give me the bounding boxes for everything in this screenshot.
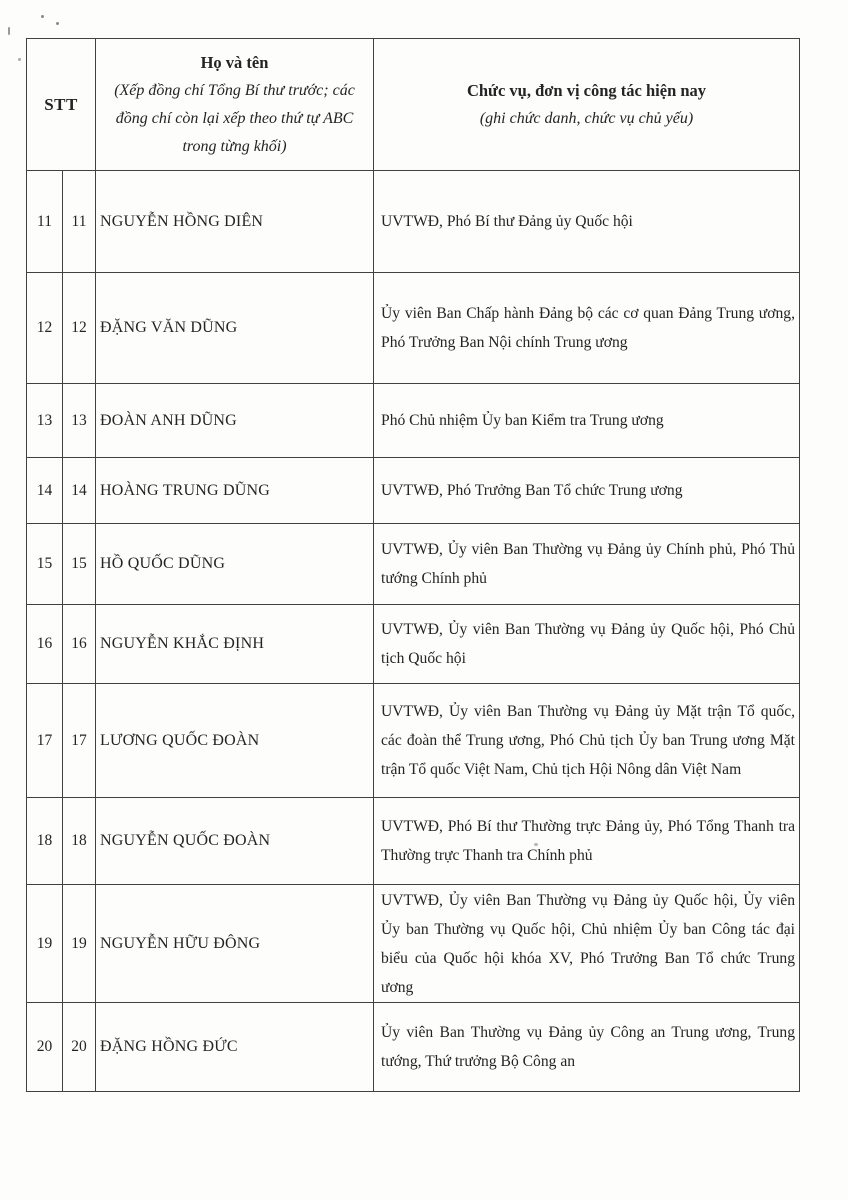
stt-cell-2: 14 — [63, 458, 96, 524]
name-cell: NGUYỄN KHẮC ĐỊNH — [96, 605, 374, 684]
name-cell: ĐẶNG HỒNG ĐỨC — [96, 1003, 374, 1092]
table-row — [27, 605, 800, 684]
name-cell: NGUYỄN HỮU ĐÔNG — [96, 885, 374, 1003]
stt-cell-2: 19 — [63, 885, 96, 1003]
header-name — [96, 39, 374, 171]
stt-cell: 15 — [27, 524, 63, 605]
name-cell: ĐOÀN ANH DŨNG — [96, 384, 374, 458]
header-position-title: Chức vụ, đơn vị công tác hiện nay — [466, 80, 707, 100]
scan-speck — [56, 22, 59, 25]
stt-cell: 16 — [27, 605, 63, 684]
scan-speck — [8, 27, 10, 35]
header-position-note: (ghi chức danh, chức vụ chủ yếu) — [479, 109, 694, 127]
name-cell: LƯƠNG QUỐC ĐOÀN — [96, 684, 374, 798]
name-cell: NGUYỄN QUỐC ĐOÀN — [96, 798, 374, 885]
stt-cell: 11 — [27, 171, 63, 273]
table-header-row — [27, 39, 800, 171]
officials-table — [26, 38, 800, 1092]
stt-cell-2: 12 — [63, 273, 96, 384]
header-position — [374, 39, 800, 171]
stt-cell-2: 17 — [63, 684, 96, 798]
stt-cell-2: 20 — [63, 1003, 96, 1092]
stt-cell: 14 — [27, 458, 63, 524]
header-name-title: Họ và tên — [200, 52, 269, 72]
position-cell: Phó Chủ nhiệm Ủy ban Kiểm tra Trung ương — [374, 384, 800, 458]
table-row — [27, 458, 800, 524]
stt-cell-2: 16 — [63, 605, 96, 684]
position-cell: UVTWĐ, Ủy viên Ban Thường vụ Đảng ủy Mặt trận Tổ quốc, các đoàn thể Trung ương, Phó Chủ tịch Ủy ban Trung ương Mặt trận Tổ quốc Việt Nam, Chủ tịch Hội Nông dân Việt Nam — [374, 684, 800, 798]
scan-speck — [41, 15, 44, 18]
scan-speck — [18, 58, 21, 61]
position-cell: UVTWĐ, Ủy viên Ban Thường vụ Đảng ủy Chính phủ, Phó Thủ tướng Chính phủ — [374, 524, 800, 605]
stt-cell-2: 18 — [63, 798, 96, 885]
table-row — [27, 684, 800, 798]
stt-cell: 20 — [27, 1003, 63, 1092]
table-row — [27, 798, 800, 885]
stt-cell-2: 15 — [63, 524, 96, 605]
position-cell: UVTWĐ, Phó Bí thư Thường trực Đảng ủy, Phó Tổng Thanh tra Thường trực Thanh tra Chính phủ — [374, 798, 800, 885]
table-row — [27, 273, 800, 384]
table-row — [27, 384, 800, 458]
stt-cell-2: 11 — [63, 171, 96, 273]
name-cell: ĐẶNG VĂN DŨNG — [96, 273, 374, 384]
stt-cell: 17 — [27, 684, 63, 798]
position-cell: Ủy viên Ban Chấp hành Đảng bộ các cơ quan Đảng Trung ương, Phó Trưởng Ban Nội chính Trung ương — [374, 273, 800, 384]
stt-cell: 18 — [27, 798, 63, 885]
stt-cell: 13 — [27, 384, 63, 458]
name-cell: HỒ QUỐC DŨNG — [96, 524, 374, 605]
table-row — [27, 524, 800, 605]
position-cell: UVTWĐ, Ủy viên Ban Thường vụ Đảng ủy Quốc hội, Ủy viên Ủy ban Thường vụ Quốc hội, Chủ nhiệm Ủy ban Công tác đại biểu của Quốc hội khóa XV, Phó Trưởng Ban Tổ chức Trung ương — [374, 885, 800, 1003]
header-name-note: (Xếp đồng chí Tổng Bí thư trước; các đồng chí còn lại xếp theo thứ tự ABC trong từng khối) — [114, 81, 355, 155]
position-cell: UVTWĐ, Phó Bí thư Đảng ủy Quốc hội — [374, 171, 800, 273]
stt-cell: 12 — [27, 273, 63, 384]
table-row — [27, 1003, 800, 1092]
position-cell: Ủy viên Ban Thường vụ Đảng ủy Công an Trung ương, Trung tướng, Thứ trưởng Bộ Công an — [374, 1003, 800, 1092]
table-row — [27, 885, 800, 1003]
name-cell: HOÀNG TRUNG DŨNG — [96, 458, 374, 524]
table-row — [27, 171, 800, 273]
position-cell: UVTWĐ, Phó Trưởng Ban Tổ chức Trung ương — [374, 458, 800, 524]
stt-cell-2: 13 — [63, 384, 96, 458]
header-stt: STT — [27, 39, 96, 171]
name-cell: NGUYỄN HỒNG DIÊN — [96, 171, 374, 273]
stt-cell: 19 — [27, 885, 63, 1003]
position-cell: UVTWĐ, Ủy viên Ban Thường vụ Đảng ủy Quốc hội, Phó Chủ tịch Quốc hội — [374, 605, 800, 684]
